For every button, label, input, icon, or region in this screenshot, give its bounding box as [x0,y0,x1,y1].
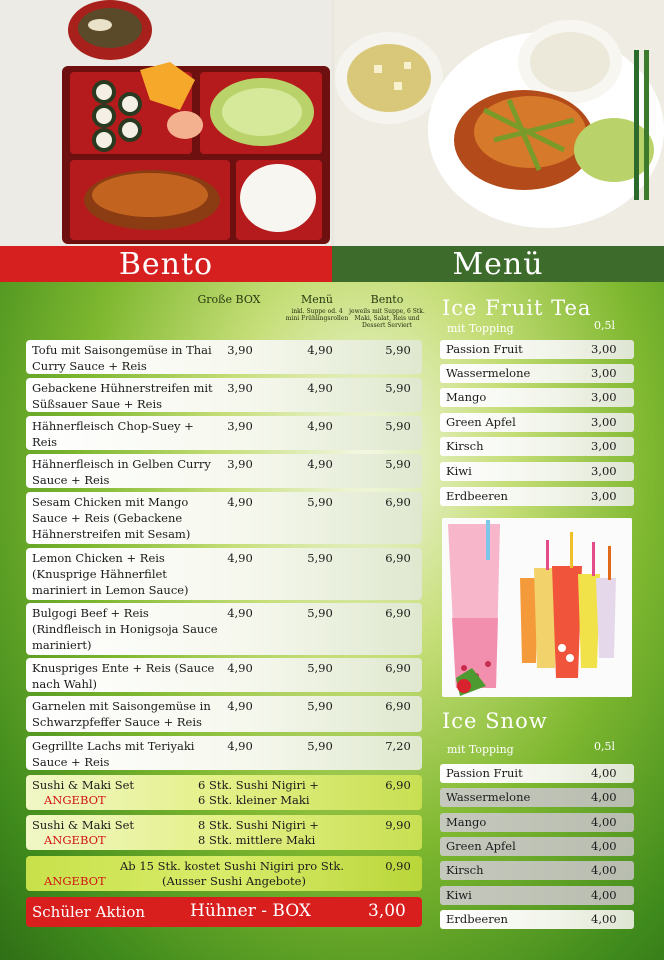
price-box: 4,90 [227,739,253,753]
price-bento: 5,90 [385,419,411,433]
promo-item: Hühner - BOX [190,901,311,921]
offer-line1: Ab 15 Stk. kostet Sushi Nigiri pro Stk. [120,859,344,873]
menu-item-name: Gegrillte Lachs mit Teriyaki Sauce + Reis [32,739,195,769]
menu-item-name: Hähnerfleisch in Gelben Curry Sauce + Reis [32,457,211,487]
menu-item-name: Lemon Chicken + Reis (Knusprige Hähnerfilet mariniert in Lemon Sauce) [32,551,189,597]
bubble-tea-photo [442,518,632,697]
set-price: 9,90 [385,818,411,832]
price-menu: 5,90 [307,551,333,565]
ice-fruit-tea-subtitle: mit Topping [447,322,514,335]
drink-name: Kirsch [446,439,484,453]
drink-item [440,437,634,456]
drink-name: Mango [446,390,487,404]
ice-snow-size: 0,5l [594,740,616,753]
drink-price: 3,00 [591,390,617,404]
menu-item [26,340,422,374]
price-box: 3,90 [227,419,253,433]
drink-item [440,813,634,832]
menu-item-name: Sesam Chicken mit Mango Sauce + Reis (Gebackene Hähnerstreifen mit Sesam) [32,495,191,541]
drink-name: Wassermelone [446,790,531,804]
ice-snow-subtitle: mit Topping [447,743,514,756]
drink-name: Mango [446,815,487,829]
drink-item [440,364,634,383]
price-bento: 5,90 [385,343,411,357]
set-name: Sushi & Maki Set [32,818,135,832]
drink-item [440,910,634,929]
menu-item-name: Gebackene Hühnerstreifen mit Süßsauer Saue + Reis [32,381,213,411]
menu-item-name: Tofu mit Saisongemüse in Thai Curry Sauce + Reis [32,343,212,373]
price-box: 3,90 [227,381,253,395]
column-header-bento-title: Bento [370,293,404,306]
drink-name: Kirsch [446,863,484,877]
price-box: 3,90 [227,343,253,357]
menu-item [26,378,422,412]
column-header-menu-sub: inkl. Suppe od. 4 mini Frühlingsrollen [285,308,349,322]
header-photos [0,0,664,246]
set-name: Sushi & Maki Set [32,778,135,792]
drink-price: 3,00 [591,415,617,429]
set-line1: 6 Stk. Sushi Nigiri + [198,778,319,792]
ice-fruit-tea-size: 0,5l [594,319,616,332]
drink-price: 3,00 [591,439,617,453]
drink-item [440,861,634,880]
drink-price: 4,00 [591,766,617,780]
drink-name: Green Apfel [446,839,516,853]
drink-price: 4,00 [591,815,617,829]
menu-item [26,548,422,600]
drink-item [440,788,634,807]
column-header-menu [284,293,350,322]
price-box: 4,90 [227,551,253,565]
menu-item [26,658,422,692]
column-header-box: Große BOX [197,293,261,306]
set-line2: 6 Stk. kleiner Maki [198,793,310,807]
sushi-set-row [26,775,422,810]
price-bento: 5,90 [385,381,411,395]
drink-name: Erdbeeren [446,489,508,503]
angebot-tag: ANGEBOT [44,833,106,847]
price-box: 4,90 [227,699,253,713]
drink-price: 4,00 [591,863,617,877]
price-menu: 4,90 [307,381,333,395]
curry-plate-photo [334,0,664,246]
price-bento: 5,90 [385,457,411,471]
student-promo [26,897,422,927]
drink-name: Green Apfel [446,415,516,429]
nigiri-offer-row [26,856,422,891]
price-menu: 5,90 [307,495,333,509]
ice-fruit-tea-title: Ice Fruit Tea [442,296,592,320]
price-bento: 6,90 [385,661,411,675]
menu-item-name: Garnelen mit Saisongemüse in Schwarzpfeffer Sauce + Reis [32,699,211,729]
angebot-tag: ANGEBOT [44,874,106,888]
menu-item [26,454,422,488]
price-menu: 5,90 [307,739,333,753]
offer-price: 0,90 [385,859,411,873]
menu-item-name: Knuspriges Ente + Reis (Sauce nach Wahl) [32,661,215,691]
price-box: 4,90 [227,606,253,620]
price-menu: 5,90 [307,661,333,675]
menu-item [26,492,422,544]
drink-name: Kiwi [446,464,472,478]
menu-item [26,696,422,732]
column-header-menu-title: Menü [301,293,333,306]
price-box: 4,90 [227,495,253,509]
drink-name: Passion Fruit [446,342,523,356]
price-bento: 7,20 [385,739,411,753]
bento-banner: Bento [0,246,332,282]
drink-name: Wassermelone [446,366,531,380]
price-bento: 6,90 [385,606,411,620]
price-bento: 6,90 [385,699,411,713]
set-line2: 8 Stk. mittlere Maki [198,833,316,847]
drink-item [440,340,634,359]
menu-item [26,736,422,770]
price-bento: 6,90 [385,551,411,565]
column-header-bento-sub: jeweils mit Suppe, 6 Stk. Maki, Salat, Reis und Dessert Serviert [349,308,425,329]
drink-name: Passion Fruit [446,766,523,780]
promo-price: 3,00 [368,901,406,921]
drink-price: 4,00 [591,790,617,804]
price-menu: 5,90 [307,606,333,620]
bento-box-photo [0,0,332,246]
drink-item [440,837,634,856]
drink-name: Kiwi [446,888,472,902]
price-menu: 4,90 [307,457,333,471]
column-header-bento [348,293,426,329]
set-line1: 8 Stk. Sushi Nigiri + [198,818,319,832]
menu-item [26,416,422,450]
offer-line2: (Ausser Sushi Angebote) [162,874,306,888]
drink-price: 4,00 [591,888,617,902]
price-box: 4,90 [227,661,253,675]
drink-item [440,413,634,432]
menu-item-name: Bulgogi Beef + Reis (Rindfleisch in Honigsoja Sauce mariniert) [32,606,218,652]
drink-item [440,462,634,481]
price-menu: 4,90 [307,343,333,357]
ice-snow-title: Ice Snow [442,709,548,733]
menu-item-name: Hähnerfleisch Chop-Suey + Reis [32,419,194,449]
price-menu: 4,90 [307,419,333,433]
drink-item [440,487,634,506]
menu-banner: Menü [332,246,664,282]
drink-item [440,764,634,783]
drink-price: 3,00 [591,489,617,503]
price-box: 3,90 [227,457,253,471]
set-price: 6,90 [385,778,411,792]
drink-name: Erdbeeren [446,912,508,926]
sushi-set-row [26,815,422,850]
drink-price: 4,00 [591,839,617,853]
drink-item [440,886,634,905]
angebot-tag: ANGEBOT [44,793,106,807]
drink-price: 3,00 [591,366,617,380]
drink-price: 3,00 [591,464,617,478]
drink-item [440,388,634,407]
drink-price: 3,00 [591,342,617,356]
promo-label: Schüler Aktion [32,903,146,921]
price-bento: 6,90 [385,495,411,509]
menu-item [26,603,422,655]
price-menu: 5,90 [307,699,333,713]
drink-price: 4,00 [591,912,617,926]
